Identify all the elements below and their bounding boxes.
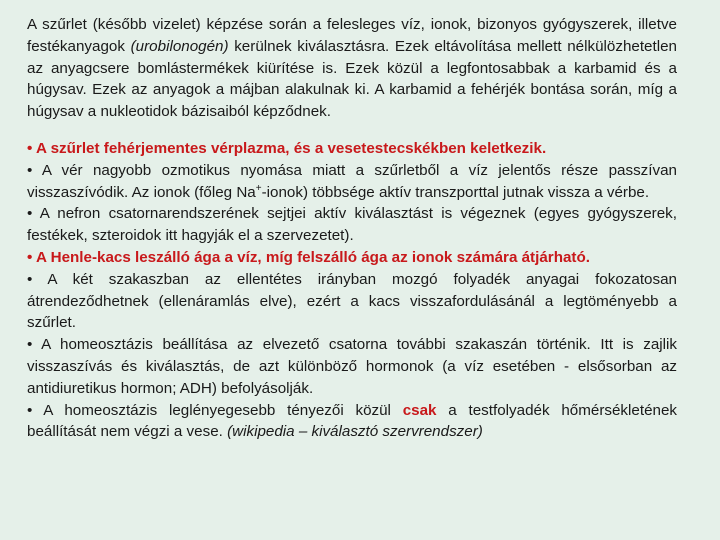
bullet-reabsorption-text-1: • A vér nagyobb ozmotikus nyomása miatt a szűrletből a víz jelentős része passzívan visszaszívódik. Az ionok (főleg Na (27, 161, 677, 201)
bullet-reabsorption (27, 160, 677, 204)
intro-italic-term: (urobilonogén) (130, 37, 229, 55)
bullet-henle-loop: • A Henle-kacs leszálló ága a víz, míg felszálló ága az ionok számára átjárható. (27, 248, 590, 266)
bullet-temperature (27, 400, 677, 444)
bullet-reabsorption-text-2: -ionok) többsége aktív transzporttal jutnak vissza a vérbe. (261, 183, 650, 201)
source-citation: (wikipedia – kiválasztó szervrendszer) (227, 423, 483, 441)
bullet-temperature-text-2: a testfolyadék hőmérsékletének beállítását nem végzi a vese. (27, 401, 677, 441)
sodium-charge-sup: + (255, 182, 262, 194)
bullet-temperature-emphasis: csak (402, 401, 437, 419)
intro-text-1: A szűrlet (később vizelet) képzése során a felesleges víz, ionok, bizonyos gyógyszerek, illetve festékanyagok (27, 16, 677, 55)
intro-text-2: kerülnek kiválasztásra. Ezek eltávolítása mellett nélkülözhetetlen az anyagcsere bomlástermékek kiürítése is. Ezek közül a legfontosabbak a karbamid és a húgysav. Ezek az anyagok a májban alakulnak ki. A karbamid a fehérjék bontása során, míg a húgysav a nukleotidok bázisaiból képződnek. (27, 37, 677, 121)
bullet-homeostasis: • A homeosztázis beállítása az elvezető csatorna további szakaszán történik. Itt is zajlik visszaszívás és kiválasztás, de azt különböző hormonok (a víz esetében - elsősorban az antidiuretikus hormon; ADH) befolyásolják. (27, 336, 677, 397)
bullet-countercurrent: • A két szakaszban az ellentétes irányban mozgó folyadék anyagai fokozatosan átrendeződhetnek (ellenáramlás elve), ezért a kacs visszafordulásánál a legtöményebb a szűrlet. (27, 270, 677, 332)
intro-paragraph (27, 14, 677, 123)
bullet-temperature-text-1: • A homeosztázis leglényegesebb tényezői közül (27, 401, 403, 419)
bullet-active-secretion: • A nefron csatornarendszerének sejtjei aktív kiválasztást is végeznek (egyes gyógyszerek, festékek, szteroidok itt hagyják el a szervezetet). (27, 205, 677, 245)
bullet-filtrate-origin: • A szűrlet fehérjementes vérplazma, és a vesetestecskékben keletkezik. (27, 139, 547, 157)
